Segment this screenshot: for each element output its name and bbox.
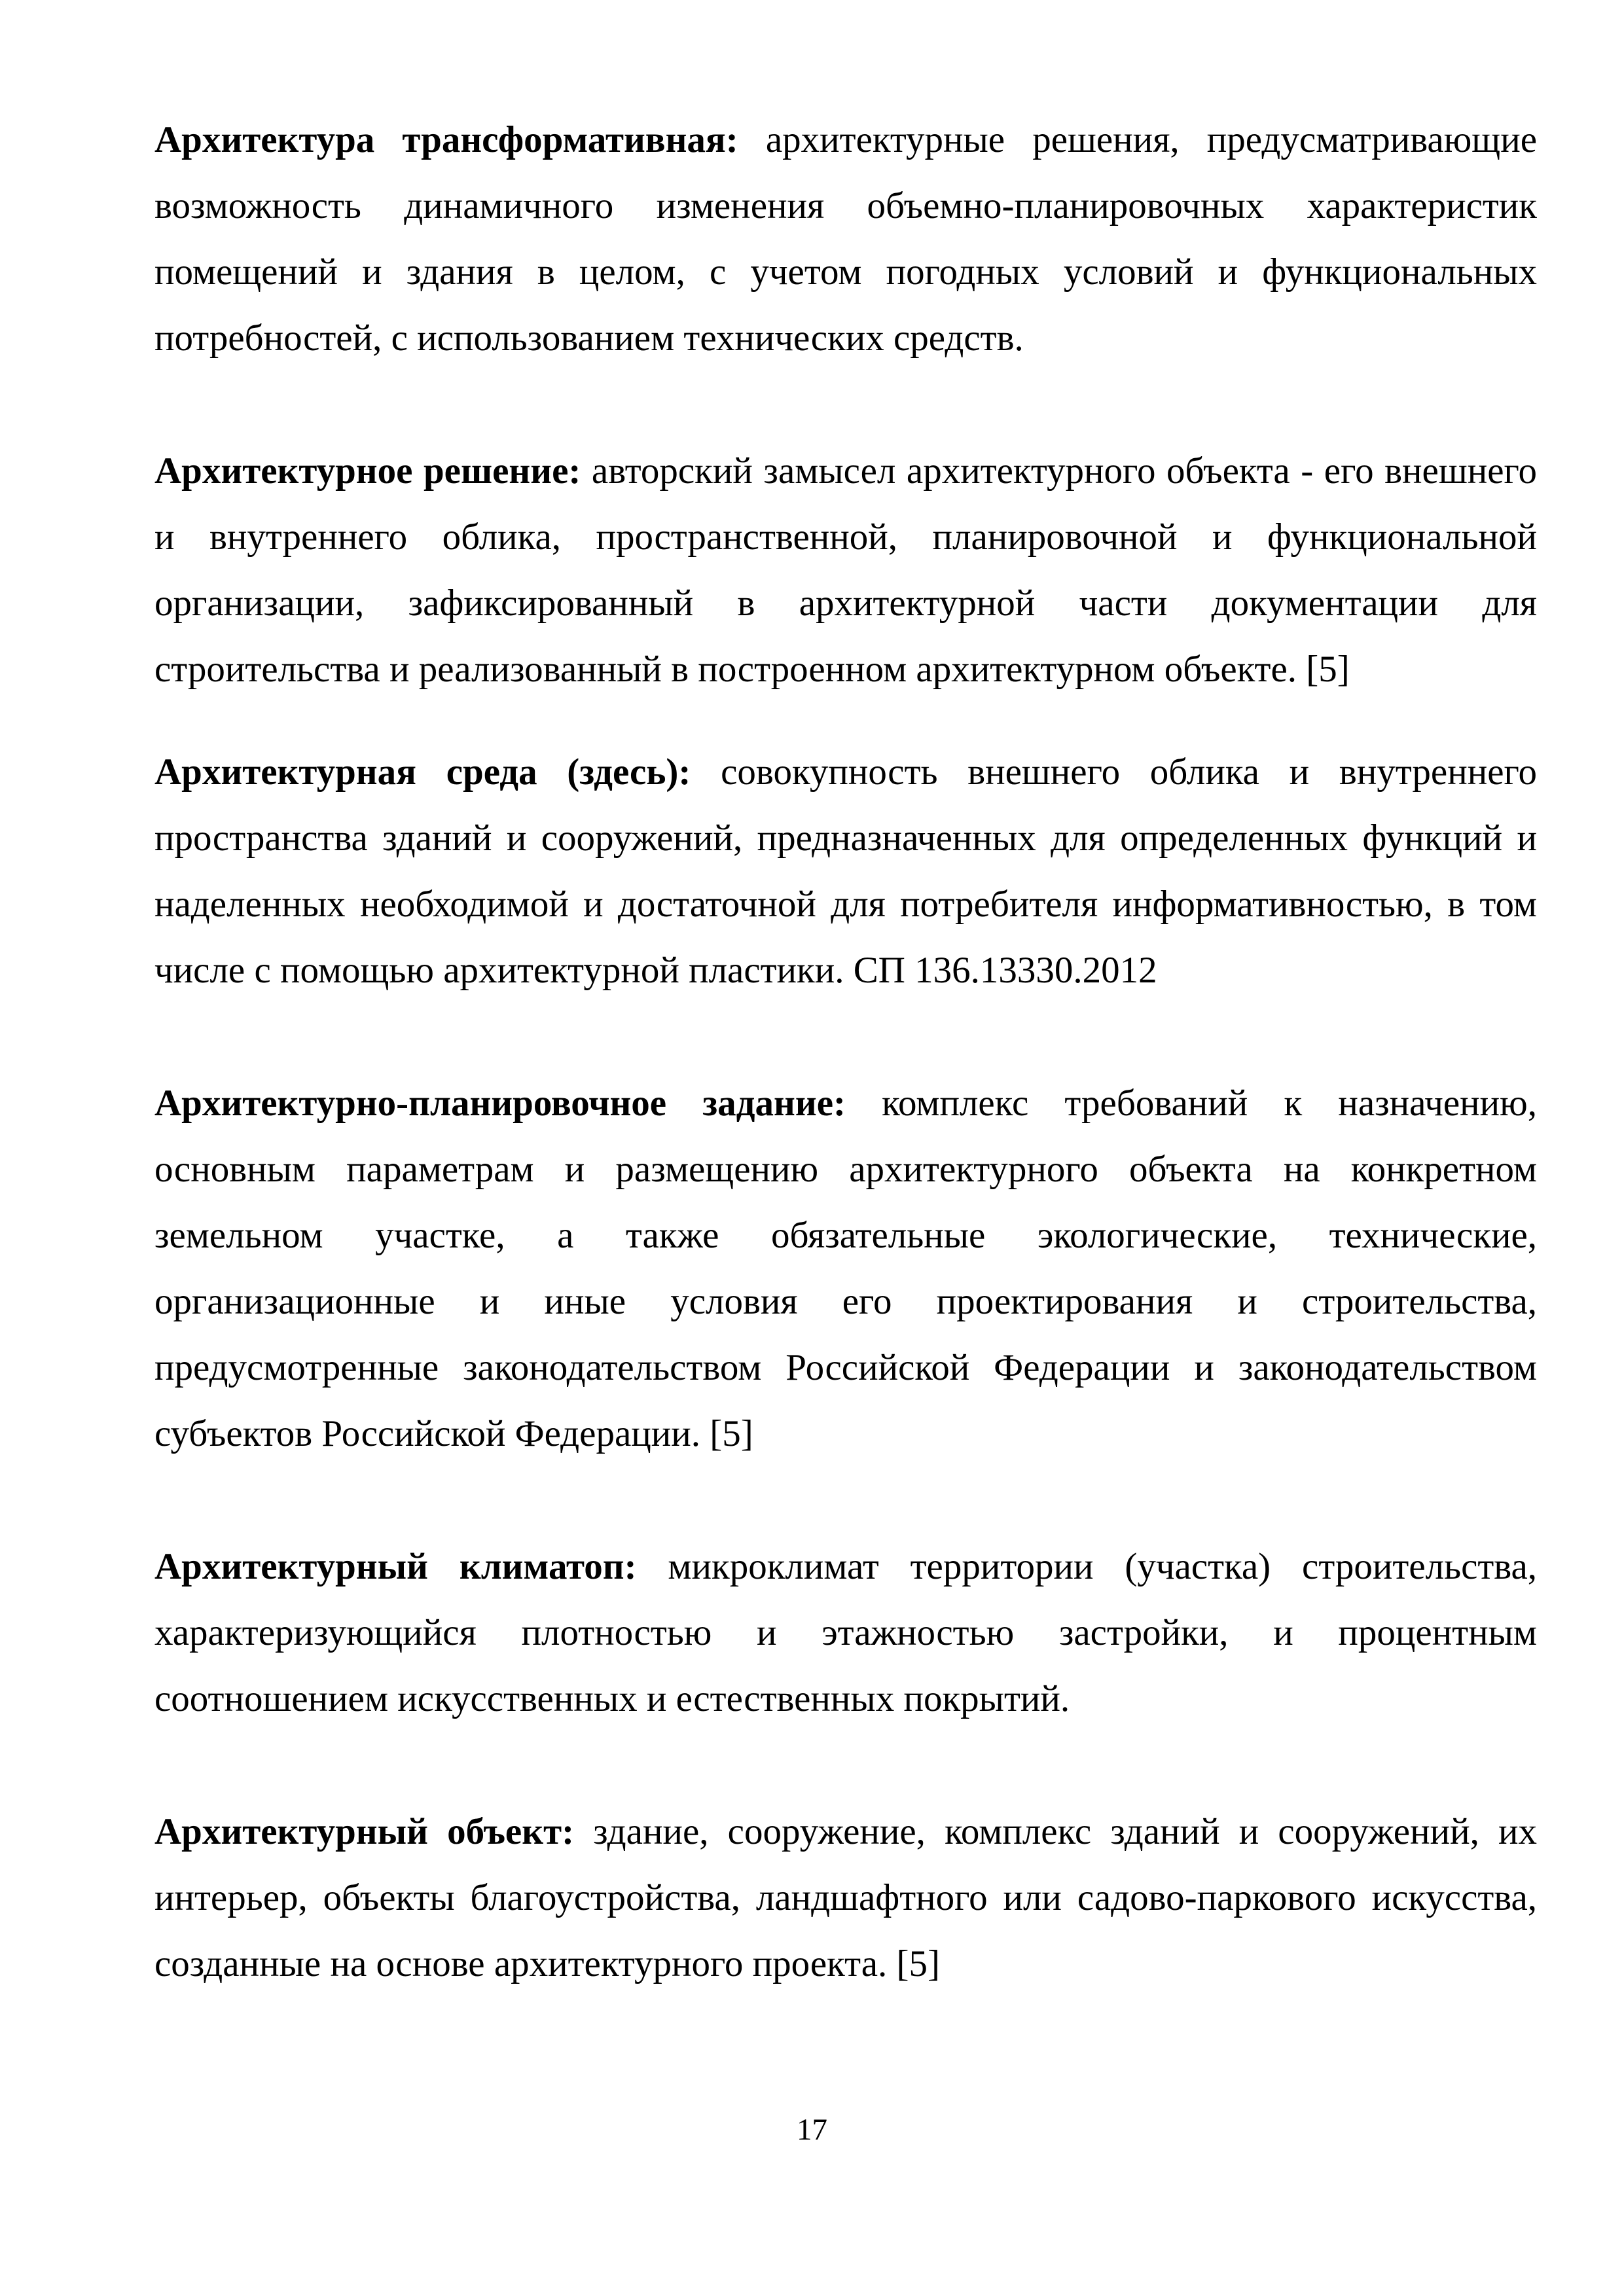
glossary-entry — [154, 1070, 1537, 1467]
glossary-definition: совокупность внешнего облика и внутреннего пространства зданий и сооружений, предназначенных для определенных функций и наделенных необходимой и достаточной для потребителя информативностью, в том числе с помощью архитектурной пластики. СП 136.13330.2012 — [154, 751, 1537, 991]
glossary-term: Архитектурный климатоп: — [154, 1546, 637, 1587]
glossary-entry — [154, 1534, 1537, 1732]
glossary-term: Архитектурный объект: — [154, 1811, 575, 1852]
glossary-definition: архитектурные решения, предусматривающие возможность динамичного изменения объемно-планировочных характеристик помещений и здания в целом, с учетом погодных условий и функциональных потребностей, с использованием технических средств. — [154, 119, 1537, 359]
glossary-term: Архитектурная среда (здесь): — [154, 751, 691, 793]
glossary-content — [154, 107, 1537, 1997]
glossary-entry — [154, 438, 1537, 702]
glossary-entry — [154, 739, 1537, 1003]
glossary-entry — [154, 1799, 1537, 1997]
glossary-term: Архитектура трансформативная: — [154, 119, 738, 160]
glossary-term: Архитектурное решение: — [154, 450, 581, 492]
glossary-entry — [154, 107, 1537, 371]
glossary-definition: авторский замысел архитектурного объекта - его внешнего и внутреннего облика, пространственной, планировочной и функциональной организации, зафиксированный в архитектурной части документации для строительства и реализованный в построенном архитектурном объекте. [5] — [154, 450, 1537, 690]
page-number: 17 — [797, 2113, 827, 2147]
glossary-definition: здание, сооружение, комплекс зданий и сооружений, их интерьер, объекты благоустройства, ландшафтного или садово-паркового искусства, созданные на основе архитектурного проекта. [5] — [154, 1811, 1537, 1984]
glossary-definition: микроклимат территории (участка) строительства, характеризующийся плотностью и этажностью застройки, и процентным соотношением искусственных и естественных покрытий. — [154, 1546, 1537, 1719]
glossary-definition: комплекс требований к назначению, основным параметрам и размещению архитектурного объекта на конкретном земельном участке, а также обязательные экологические, технические, организационные и иные условия его проектирования и строительства, предусмотренные законодательством Российской Федерации и законодательством субъектов Российской Федерации. [5] — [154, 1083, 1537, 1454]
glossary-term: Архитектурно-планировочное задание: — [154, 1083, 846, 1124]
